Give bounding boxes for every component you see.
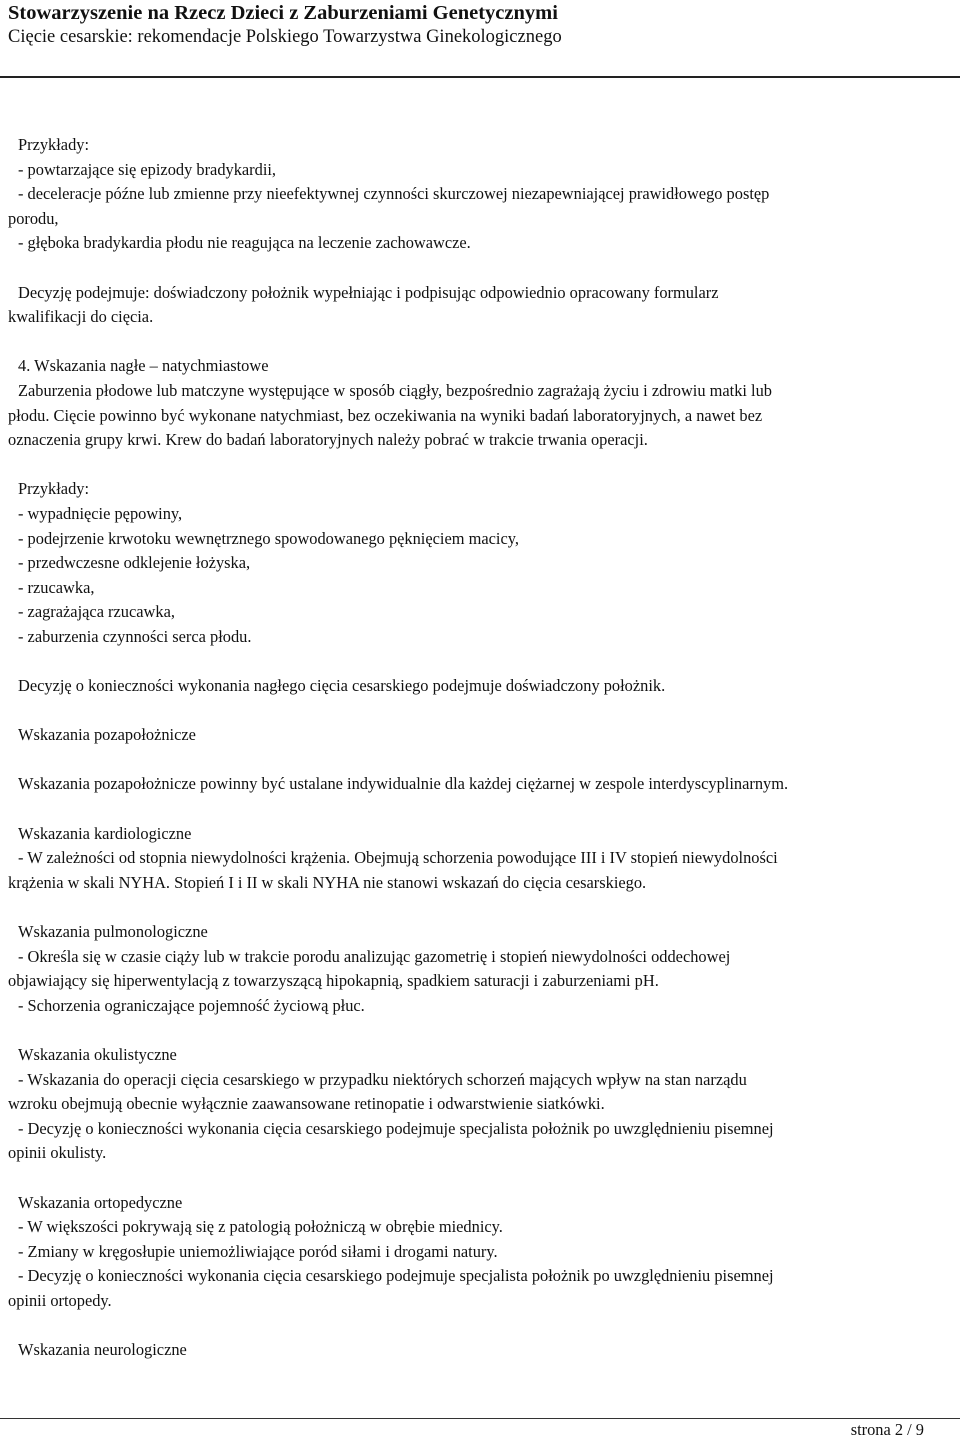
text-line: Decyzję o konieczności wykonania nagłego cięcia cesarskiego podejmuje doświadczony położnik. (18, 676, 666, 696)
text-line: Wskazania neurologiczne (18, 1340, 187, 1360)
text-line: objawiający się hiperwentylacją z towarzyszącą hipokapnią, spadkiem saturacji i zaburzeniami pH. (8, 971, 659, 991)
text-line: - Schorzenia ograniczające pojemność życiową płuc. (18, 995, 365, 1015)
text-line: wzroku obejmują obecnie wyłącznie zaawansowane retinopatie i odwarstwienie siatkówki. (8, 1094, 605, 1114)
text-line: - Wskazania do operacji cięcia cesarskiego w przypadku niektórych schorzeń mających wpływ na stan narządu (18, 1069, 747, 1089)
text-line: - przedwczesne odklejenie łożyska, (18, 553, 251, 573)
text-line: - rzucawka, (18, 577, 95, 597)
text-line: - Zmiany w kręgosłupie uniemożliwiające poród siłami i drogami natury. (18, 1241, 498, 1261)
text-line: opinii ortopedy. (8, 1290, 112, 1310)
text-line: Wskazania okulistyczne (18, 1044, 177, 1064)
paragraph (8, 920, 948, 1018)
text-line: - głęboka bradykardia płodu nie reagująca na leczenie zachowawcze. (18, 233, 471, 253)
page-header (0, 0, 960, 78)
text-line: Wskazania kardiologiczne (18, 823, 192, 843)
text-line: - zagrażająca rzucawka, (18, 602, 175, 622)
paragraph (8, 1338, 948, 1363)
text-line: - Decyzję o konieczności wykonania cięcia cesarskiego podejmuje specjalista położnik po uwzględnieniu pisemnej (18, 1118, 774, 1138)
paragraph (8, 477, 948, 649)
text-line: - wypadnięcie pępowiny, (18, 503, 183, 523)
text-line: Wskazania pozapołożnicze powinny być ustalane indywidualnie dla każdej ciężarnej w zespole interdyscyplinarnym. (18, 774, 789, 794)
text-line: Zaburzenia płodowe lub matczyne występujące w sposób ciągły, bezpośrednio zagrażają życiu i zdrowiu matki lub (18, 380, 773, 400)
document-body (8, 133, 948, 1387)
footer-divider (0, 1418, 960, 1419)
text-line: Wskazania ortopedyczne (18, 1192, 183, 1212)
text-line: kwalifikacji do cięcia. (8, 307, 154, 327)
text-line: Wskazania pozapołożnicze (18, 725, 196, 745)
text-line: - zaburzenia czynności serca płodu. (18, 626, 252, 646)
text-line: Przykłady: (18, 479, 90, 499)
text-line: porodu, (8, 208, 59, 228)
text-line: Wskazania pulmonologiczne (18, 922, 208, 941)
text-line: - W większości pokrywają się z patologią położniczą w obrębie miednicy. (18, 1217, 503, 1237)
text-line: 4. Wskazania nagłe ‒ natychmiastowe (18, 356, 269, 376)
paragraph (8, 1043, 948, 1166)
text-line: - Decyzję o konieczności wykonania cięcia cesarskiego podejmuje specjalista położnik po uwzględnieniu pisemnej (18, 1266, 774, 1286)
text-line: płodu. Cięcie powinno być wykonane natychmiast, bez oczekiwania na wyniki badań laboratoryjnych, a nawet bez (8, 405, 763, 425)
document-title: Cięcie cesarskie: rekomendacje Polskiego Towarzystwa Ginekologicznego (8, 27, 562, 47)
paragraph (8, 281, 948, 330)
paragraph (8, 772, 948, 797)
text-line: oznaczenia grupy krwi. Krew do badań laboratoryjnych należy pobrać w trakcie trwania operacji. (8, 430, 648, 450)
paragraph (8, 1191, 948, 1314)
text-line: Decyzję podejmuje: doświadczony położnik wypełniając i podpisując odpowiednio opracowany formularz (18, 282, 719, 302)
text-line: - deceleracje późne lub zmienne przy nieefektywnej czynności skurczowej niezapewniającej prawidłowego postęp (18, 184, 770, 204)
paragraph (8, 674, 948, 699)
page-number: strona 2 / 9 (850, 1420, 924, 1439)
organization-name: Stowarzyszenie na Rzecz Dzieci z Zaburzeniami Genetycznymi (8, 2, 558, 24)
text-line: krążenia w skali NYHA. Stopień I i II w skali NYHA nie stanowi wskazań do cięcia cesarskiego. (8, 872, 647, 892)
text-line: - Określa się w czasie ciąży lub w trakcie porodu analizując gazometrię i stopień niewydolności oddechowej (18, 946, 731, 966)
text-line: - powtarzające się epizody bradykardii, (18, 159, 277, 179)
text-line: opinii okulisty. (8, 1143, 107, 1163)
paragraph (8, 723, 948, 748)
paragraph (8, 822, 948, 896)
text-line: - podejrzenie krwotoku wewnętrznego spowodowanego pęknięciem macicy, (18, 528, 519, 548)
paragraph (8, 354, 948, 452)
paragraph (8, 133, 948, 256)
text-line: Przykłady: (18, 135, 90, 154)
text-line: - W zależności od stopnia niewydolności krążenia. Obejmują schorzenia powodujące III i IV stopień niewydolności (18, 848, 778, 868)
